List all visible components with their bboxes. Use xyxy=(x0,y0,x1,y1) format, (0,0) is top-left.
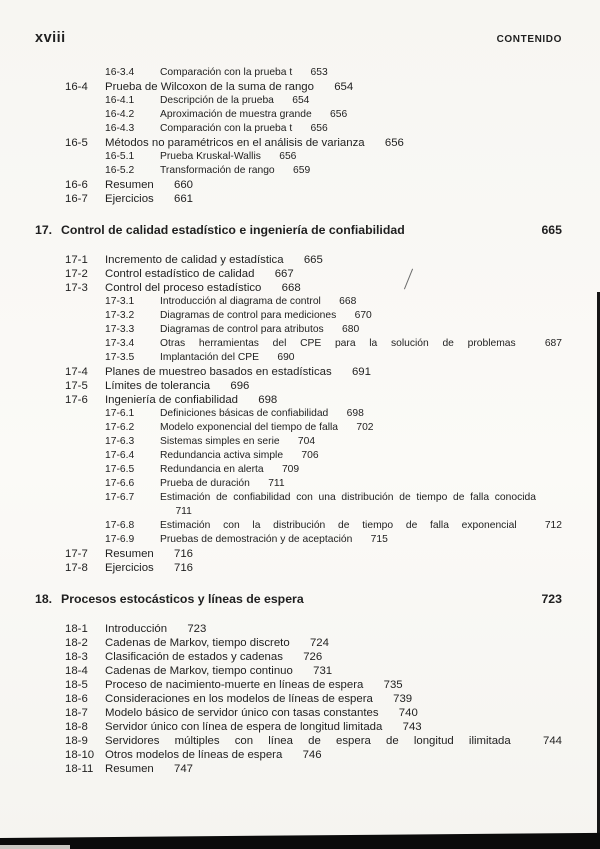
toc-entry xyxy=(35,80,562,94)
toc-entry-number: 18-4 xyxy=(65,665,88,677)
toc-entry-number: 17-3.5 xyxy=(105,352,135,363)
toc-entry-page: 665 xyxy=(303,254,323,266)
toc-entry-page: 668 xyxy=(339,296,357,307)
toc-entry-page: 735 xyxy=(383,679,403,691)
toc-entry-page: 712 xyxy=(544,520,562,531)
toc-entry xyxy=(35,323,562,337)
toc-entry-title: Servidor único con línea de espera de longitud limitada xyxy=(105,721,383,733)
toc-entry-number: 16-5.2 xyxy=(105,165,135,176)
toc-entry-page: 660 xyxy=(174,179,194,191)
toc-entry-text xyxy=(160,435,562,449)
toc-entry-number: 17-5 xyxy=(65,380,88,392)
toc-entry-text xyxy=(105,267,562,281)
toc-entry-number: 18-7 xyxy=(65,707,88,719)
toc-entry-page: 665 xyxy=(541,223,562,237)
toc-entry xyxy=(35,351,562,365)
toc-entry-title: Ejercicios xyxy=(105,193,154,205)
toc-entry xyxy=(35,519,562,533)
page-header xyxy=(35,30,562,46)
toc-entry-title: Comparación con la prueba t xyxy=(160,123,293,134)
toc-entry-text xyxy=(105,365,562,379)
toc-entry-page: 746 xyxy=(302,749,322,761)
toc-entry xyxy=(35,164,562,178)
toc-entry-title: Control estadístico de calidad xyxy=(105,268,255,280)
toc-entry-page: 656 xyxy=(330,109,348,120)
toc-entry xyxy=(35,295,562,309)
toc-entry-text xyxy=(160,449,562,463)
toc-entry-text xyxy=(105,720,562,734)
toc-entry-title: Introducción al diagrama de control xyxy=(160,296,321,307)
toc-entry-number: 17-6.2 xyxy=(105,422,135,433)
toc-entry-page: 656 xyxy=(279,151,297,162)
toc-entry-page: 698 xyxy=(258,394,278,406)
toc-entry-page: 743 xyxy=(402,721,422,733)
toc-entry-page: 731 xyxy=(313,665,333,677)
toc-entry xyxy=(35,421,562,435)
toc-entry-text xyxy=(105,664,562,678)
toc-entry-title: Diagramas de control para mediciones xyxy=(160,310,337,321)
toc-entry xyxy=(35,664,562,678)
toc-entry-text xyxy=(160,309,562,323)
toc-entry-text xyxy=(105,253,562,267)
toc-entry-page: 702 xyxy=(356,422,374,433)
toc-entry-text xyxy=(105,80,562,94)
toc-entry-text xyxy=(160,407,562,421)
toc-entry-page: 739 xyxy=(393,693,413,705)
toc-entry-number: 16-4 xyxy=(65,81,88,93)
toc-entry-text xyxy=(160,295,562,309)
toc-entry-page: 654 xyxy=(292,95,310,106)
toc-entry xyxy=(35,337,562,351)
toc-entry-page: 716 xyxy=(174,548,194,560)
toc-entry-text xyxy=(105,192,562,206)
toc-chapter-entry xyxy=(35,592,562,607)
toc-entry-text xyxy=(105,734,562,748)
toc-entry xyxy=(35,678,562,692)
toc-entry-title: Descripción de la prueba xyxy=(160,95,274,106)
toc-entry-title: Servidores múltiples con línea de espera de longitud ilimitada xyxy=(105,735,511,747)
toc-entry-number: 17-6.8 xyxy=(105,520,135,531)
toc-entry-title: Consideraciones en los modelos de líneas de espera xyxy=(105,693,373,705)
toc-entry-text xyxy=(160,94,562,108)
toc-entry xyxy=(35,622,562,636)
toc-entry-page: 747 xyxy=(174,763,194,775)
toc-entry-title: Resumen xyxy=(105,763,154,775)
toc-entry-text xyxy=(160,533,562,547)
toc-entry-page: 740 xyxy=(398,707,418,719)
toc-entry-page: 667 xyxy=(274,268,294,280)
toc-entry-page: 724 xyxy=(309,637,329,649)
toc-entry xyxy=(35,379,562,393)
toc-entry-page: 744 xyxy=(543,735,563,747)
toc-entry xyxy=(35,650,562,664)
toc-entry xyxy=(35,122,562,136)
toc-entry xyxy=(35,706,562,720)
toc-entry-title: Control de calidad estadístico e ingeniería de confiabilidad xyxy=(61,223,405,237)
toc-entry xyxy=(35,762,562,776)
toc-entry-title: Sistemas simples en serie xyxy=(160,436,280,447)
toc-entry-number: 18-8 xyxy=(65,721,88,733)
toc-entry-title: Comparación con la prueba t xyxy=(160,67,293,78)
toc-entry-page: 696 xyxy=(230,380,250,392)
toc-entry-title: Métodos no paramétricos en el análisis de varianza xyxy=(105,137,365,149)
toc-entry-title: Proceso de nacimiento-muerte en líneas de espera xyxy=(105,679,364,691)
toc-entry-title: Redundancia en alerta xyxy=(160,464,264,475)
toc-entry-title: Modelo básico de servidor único con tasas constantes xyxy=(105,707,379,719)
toc-entry-title: Implantación del CPE xyxy=(160,352,260,363)
toc-entry xyxy=(35,108,562,122)
toc-entry-text xyxy=(105,393,562,407)
toc-entry xyxy=(35,561,562,575)
toc-entry-number: 16-6 xyxy=(65,179,88,191)
toc-entry-number: 17-1 xyxy=(65,254,88,266)
toc-entry-number: 16-4.1 xyxy=(105,95,135,106)
toc-entry-text xyxy=(160,351,562,365)
toc-entry-number: 17-3.1 xyxy=(105,296,135,307)
toc-entry-number: 18-3 xyxy=(65,651,88,663)
toc-entry xyxy=(35,365,562,379)
toc-entry-title: Cadenas de Markov, tiempo discreto xyxy=(105,637,290,649)
toc-entry-title: Transformación de rango xyxy=(160,165,275,176)
toc-entry-text xyxy=(105,178,562,192)
toc-entry xyxy=(35,253,562,267)
toc-entry xyxy=(35,267,562,281)
toc-entry-title: Resumen xyxy=(105,179,154,191)
toc-entry-page: 668 xyxy=(281,282,301,294)
toc-entry-number: 18-2 xyxy=(65,637,88,649)
toc-entry-number: 17-4 xyxy=(65,366,88,378)
toc-entry-page: 711 xyxy=(268,478,285,489)
toc-entry-title: Incremento de calidad y estadística xyxy=(105,254,284,266)
toc-entry-text xyxy=(105,281,562,295)
toc-entry-title: Otras herramientas del CPE para la solución de problemas xyxy=(160,338,516,349)
toc-entry xyxy=(35,463,562,477)
toc-entry-number: 16-4.2 xyxy=(105,109,135,120)
toc-entry-text xyxy=(160,519,562,533)
toc-entry-text xyxy=(105,547,562,561)
toc-entry-title: Estimación con la distribución de tiempo de falla exponencial xyxy=(160,520,517,531)
toc-entry xyxy=(35,192,562,206)
toc-entry-number: 16-7 xyxy=(65,193,88,205)
toc-chapter-entry xyxy=(35,223,562,238)
toc-entry-number: 16-3.4 xyxy=(105,67,135,78)
toc-entry-title: Modelo exponencial del tiempo de falla xyxy=(160,422,339,433)
toc-entry-number: 18-9 xyxy=(65,735,88,747)
toc-entry-text xyxy=(105,762,562,776)
toc-entry-page: 723 xyxy=(187,623,207,635)
toc-entry xyxy=(35,136,562,150)
toc-entry-text xyxy=(105,692,562,706)
toc-entry-text xyxy=(160,108,562,122)
toc-entry-page: 723 xyxy=(541,592,562,606)
toc-entry-number: 18-6 xyxy=(65,693,88,705)
scan-edge-corner xyxy=(0,845,70,849)
toc-entry-page: 670 xyxy=(354,310,372,321)
toc-entry-text xyxy=(105,379,562,393)
toc-entry-page: 715 xyxy=(370,534,388,545)
toc-entry-page: 654 xyxy=(334,81,354,93)
toc-entry-page: 656 xyxy=(384,137,404,149)
scan-edge-bottom xyxy=(0,832,600,849)
toc-entry-title: Definiciones básicas de confiabilidad xyxy=(160,408,329,419)
toc-entry xyxy=(35,393,562,407)
toc-entry xyxy=(35,720,562,734)
toc-entry xyxy=(35,734,562,748)
toc-entry-page: 653 xyxy=(310,67,328,78)
toc-entry-text xyxy=(105,748,562,762)
toc-entry-number: 18-1 xyxy=(65,623,88,635)
toc-entry-title: Ingeniería de confiabilidad xyxy=(105,394,238,406)
toc-entry-text xyxy=(160,337,562,351)
toc-entry-text xyxy=(160,477,562,491)
toc-entry-text xyxy=(160,491,562,519)
toc-entry-number: 17-3 xyxy=(65,282,88,294)
toc-entry xyxy=(35,692,562,706)
toc-entry-number: 18. xyxy=(35,592,53,606)
table-of-contents xyxy=(35,66,562,776)
toc-entry-number: 18-10 xyxy=(65,749,95,761)
toc-entry-text xyxy=(105,678,562,692)
toc-entry-text xyxy=(105,706,562,720)
toc-entry-text xyxy=(160,463,562,477)
running-header: CONTENIDO xyxy=(496,34,562,45)
toc-entry-number: 17-6.5 xyxy=(105,464,135,475)
toc-entry-page: 704 xyxy=(297,436,316,447)
toc-entry xyxy=(35,407,562,421)
toc-entry-number: 17-6.3 xyxy=(105,436,135,447)
toc-entry-title: Ejercicios xyxy=(105,562,154,574)
toc-entry-number: 18-11 xyxy=(65,763,94,775)
toc-entry-title: Clasificación de estados y cadenas xyxy=(105,651,283,663)
toc-entry-title: Estimación de confiabilidad con una distribución de tiempo de falla conocida xyxy=(160,492,536,503)
toc-entry xyxy=(35,94,562,108)
toc-entry-title: Prueba de duración xyxy=(160,478,250,489)
toc-entry-page: 687 xyxy=(544,338,562,349)
toc-entry-page: 706 xyxy=(301,450,319,461)
toc-entry xyxy=(35,66,562,80)
toc-entry-text xyxy=(61,223,562,238)
toc-entry-title: Redundancia activa simple xyxy=(160,450,284,461)
toc-entry-text xyxy=(160,122,562,136)
toc-entry xyxy=(35,309,562,323)
toc-entry-title: Control del proceso estadístico xyxy=(105,282,262,294)
toc-entry-title: Pruebas de demostración y de aceptación xyxy=(160,534,353,545)
toc-entry-number: 17-6.6 xyxy=(105,478,135,489)
toc-entry xyxy=(35,547,562,561)
toc-entry-page: 656 xyxy=(310,123,328,134)
toc-entry-page: 661 xyxy=(174,193,194,205)
toc-entry-number: 17-3.4 xyxy=(105,338,135,349)
toc-entry-text xyxy=(160,421,562,435)
toc-entry-text xyxy=(160,164,562,178)
toc-entry-page: 698 xyxy=(346,408,364,419)
toc-entry-number: 18-5 xyxy=(65,679,88,691)
toc-entry-number: 17-6.4 xyxy=(105,450,135,461)
toc-entry-text xyxy=(160,323,562,337)
toc-entry-title: Prueba de Wilcoxon de la suma de rango xyxy=(105,81,314,93)
toc-entry-page: 711 xyxy=(175,506,192,517)
toc-entry-title: Introducción xyxy=(105,623,168,635)
toc-entry-title: Límites de tolerancia xyxy=(105,380,211,392)
toc-entry-number: 17-6.9 xyxy=(105,534,135,545)
toc-entry xyxy=(35,748,562,762)
toc-entry xyxy=(35,435,562,449)
toc-entry-page: 680 xyxy=(342,324,360,335)
toc-entry-text xyxy=(105,636,562,650)
toc-entry xyxy=(35,491,562,519)
toc-entry-text xyxy=(105,136,562,150)
toc-entry-number: 17-8 xyxy=(65,562,88,574)
toc-entry-text xyxy=(160,150,562,164)
toc-entry-title: Aproximación de muestra grande xyxy=(160,109,312,120)
toc-entry-number: 17-6.1 xyxy=(105,408,135,419)
toc-entry-number: 17. xyxy=(35,223,53,237)
toc-entry-text xyxy=(160,66,562,80)
toc-entry xyxy=(35,150,562,164)
toc-entry xyxy=(35,449,562,463)
toc-entry-page: 709 xyxy=(281,464,300,475)
toc-entry-page: 659 xyxy=(292,165,311,176)
toc-entry-text xyxy=(105,650,562,664)
toc-entry-number: 17-6.7 xyxy=(105,492,135,503)
toc-entry xyxy=(35,533,562,547)
toc-entry-title: Cadenas de Markov, tiempo continuo xyxy=(105,665,293,677)
toc-entry-number: 16-5.1 xyxy=(105,151,135,162)
toc-entry-number: 17-6 xyxy=(65,394,88,406)
toc-entry-title: Planes de muestreo basados en estadísticas xyxy=(105,366,332,378)
toc-entry-number: 17-3.2 xyxy=(105,310,135,321)
toc-entry-title: Diagramas de control para atributos xyxy=(160,324,324,335)
toc-entry-title: Resumen xyxy=(105,548,154,560)
toc-entry-number: 17-2 xyxy=(65,268,88,280)
toc-entry-page: 691 xyxy=(351,366,371,378)
toc-entry-number: 16-4.3 xyxy=(105,123,135,134)
toc-entry-number: 16-5 xyxy=(65,137,88,149)
toc-entry-number: 17-7 xyxy=(65,548,88,560)
toc-entry-text xyxy=(105,622,562,636)
toc-entry-page: 726 xyxy=(303,651,323,663)
toc-entry xyxy=(35,636,562,650)
toc-entry-title: Procesos estocásticos y líneas de espera xyxy=(61,592,304,606)
toc-entry xyxy=(35,281,562,295)
toc-entry-title: Otros modelos de líneas de espera xyxy=(105,749,283,761)
toc-entry-page: 716 xyxy=(174,562,194,574)
toc-entry-text xyxy=(61,592,562,607)
page-folio: xviii xyxy=(35,30,66,46)
toc-entry xyxy=(35,178,562,192)
toc-entry-page: 690 xyxy=(277,352,295,363)
toc-entry-title: Prueba Kruskal-Wallis xyxy=(160,151,261,162)
toc-entry-number: 17-3.3 xyxy=(105,324,135,335)
toc-entry xyxy=(35,477,562,491)
toc-entry-text xyxy=(105,561,562,575)
